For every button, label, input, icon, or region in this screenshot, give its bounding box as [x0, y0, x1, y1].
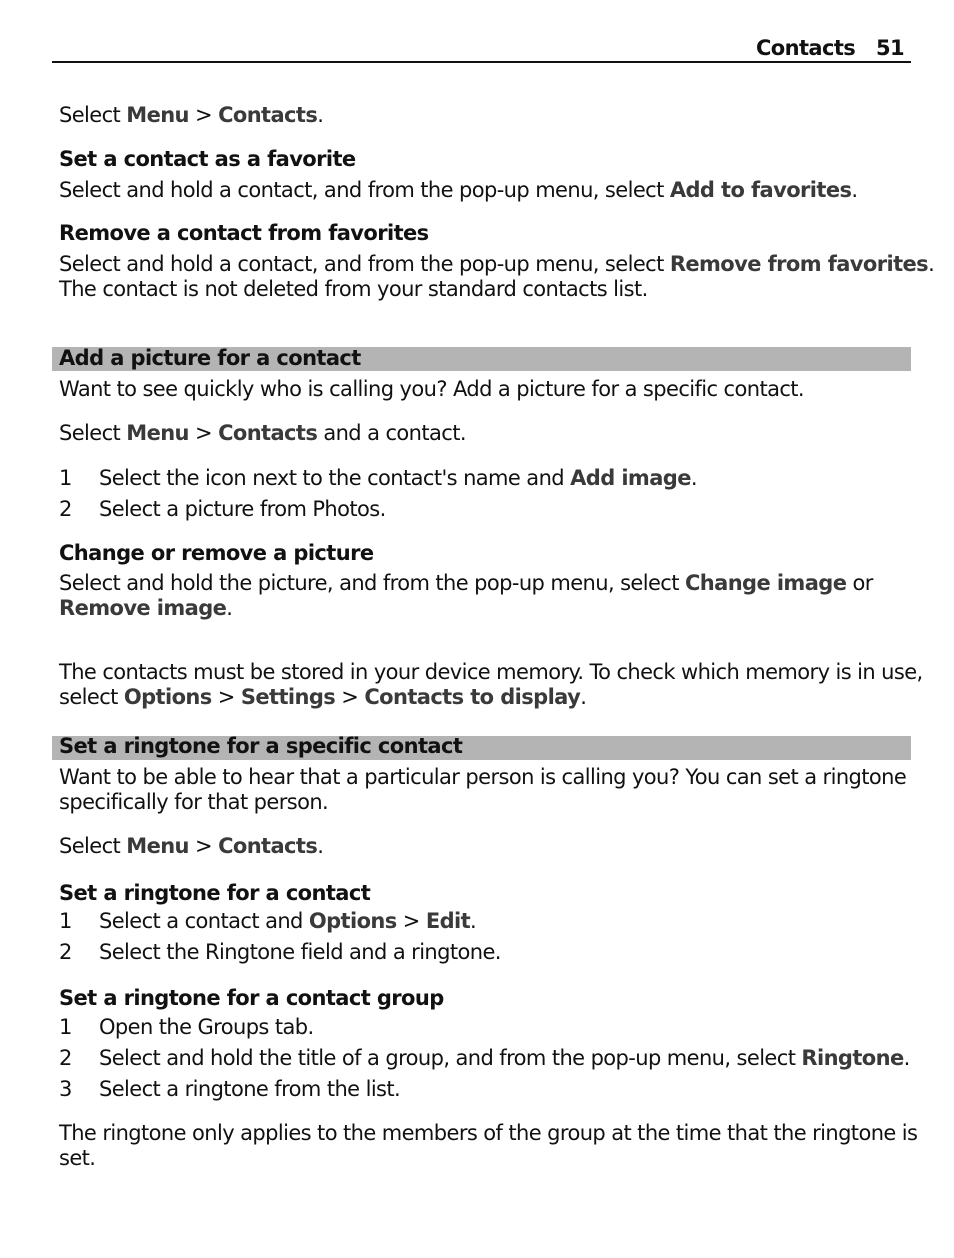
ringtone-command: Ringtone — [801, 1046, 904, 1070]
change-picture-text-cont: Remove image. — [59, 596, 233, 620]
step-number: 2 — [59, 1046, 72, 1070]
ringtone-contact-step-2: Select the Ringtone field and a ringtone. — [99, 940, 501, 964]
ringtone-note-cont: set. — [59, 1146, 96, 1170]
change-picture-text: Select and hold the picture, and from the pop-up menu, select Change image or — [59, 571, 873, 595]
ringtone-intro: Want to be able to hear that a particular person is calling you? You can set a ringtone — [59, 765, 907, 789]
step-number: 1 — [59, 466, 72, 490]
change-image-command: Change image — [684, 571, 847, 595]
remove-favorite-text: Select and hold a contact, and from the pop-up menu, select Remove from favorites. — [59, 252, 935, 276]
options-command: Options — [308, 909, 397, 933]
ringtone-note: The ringtone only applies to the members of the group at the time that the ringtone is — [59, 1121, 918, 1145]
page-number: 51 — [876, 36, 905, 60]
step-number: 1 — [59, 909, 72, 933]
remove-image-command: Remove image — [59, 596, 227, 620]
add-image-command: Add image — [570, 466, 691, 490]
ringtone-group-step-2: Select and hold the title of a group, and from the pop-up menu, select Ringtone. — [99, 1046, 910, 1070]
contacts-command: Contacts — [218, 103, 318, 127]
contacts-to-display-command: Contacts to display — [364, 685, 581, 709]
menu-command: Menu — [126, 421, 189, 445]
subheading-ringtone-contact: Set a ringtone for a contact — [59, 881, 371, 905]
settings-command: Settings — [240, 685, 336, 709]
set-favorite-text: Select and hold a contact, and from the pop-up menu, select Add to favorites. — [59, 178, 858, 202]
select-contacts-instruction: Select Menu > Contacts. — [59, 103, 324, 127]
edit-command: Edit — [425, 909, 471, 933]
section-title-add-picture: Add a picture for a contact — [59, 346, 361, 370]
ringtone-group-step-1: Open the Groups tab. — [99, 1015, 314, 1039]
section-title-ringtone: Set a ringtone for a specific contact — [59, 734, 463, 758]
picture-step-2: Select a picture from Photos. — [99, 497, 386, 521]
memory-note-path: select Options > Settings > Contacts to display. — [59, 685, 587, 709]
menu-command: Menu — [126, 103, 189, 127]
running-header-section: Contacts — [756, 36, 856, 60]
contacts-command: Contacts — [218, 421, 318, 445]
ringtone-group-step-3: Select a ringtone from the list. — [99, 1077, 401, 1101]
ringtone-intro-cont: specifically for that person. — [59, 790, 329, 814]
remove-from-favorites-command: Remove from favorites — [669, 252, 929, 276]
ringtone-contact-step-1: Select a contact and Options > Edit. — [99, 909, 477, 933]
options-command: Options — [123, 685, 212, 709]
add-to-favorites-command: Add to favorites — [669, 178, 852, 202]
ringtone-select-instruction: Select Menu > Contacts. — [59, 834, 324, 858]
step-number: 1 — [59, 1015, 72, 1039]
step-number: 2 — [59, 497, 72, 521]
subheading-ringtone-group: Set a ringtone for a contact group — [59, 986, 444, 1010]
subheading-change-picture: Change or remove a picture — [59, 541, 374, 565]
memory-note: The contacts must be stored in your device memory. To check which memory is in use, — [59, 660, 923, 684]
remove-favorite-note: The contact is not deleted from your standard contacts list. — [59, 277, 648, 301]
step-number: 3 — [59, 1077, 72, 1101]
picture-select-instruction: Select Menu > Contacts and a contact. — [59, 421, 466, 445]
picture-step-1: Select the icon next to the contact's name and Add image. — [99, 466, 697, 490]
step-number: 2 — [59, 940, 72, 964]
picture-intro: Want to see quickly who is calling you? Add a picture for a specific contact. — [59, 377, 805, 401]
menu-command: Menu — [126, 834, 189, 858]
subheading-remove-favorite: Remove a contact from favorites — [59, 221, 429, 245]
subheading-set-favorite: Set a contact as a favorite — [59, 147, 356, 171]
contacts-command: Contacts — [218, 834, 318, 858]
header-rule — [52, 61, 911, 63]
